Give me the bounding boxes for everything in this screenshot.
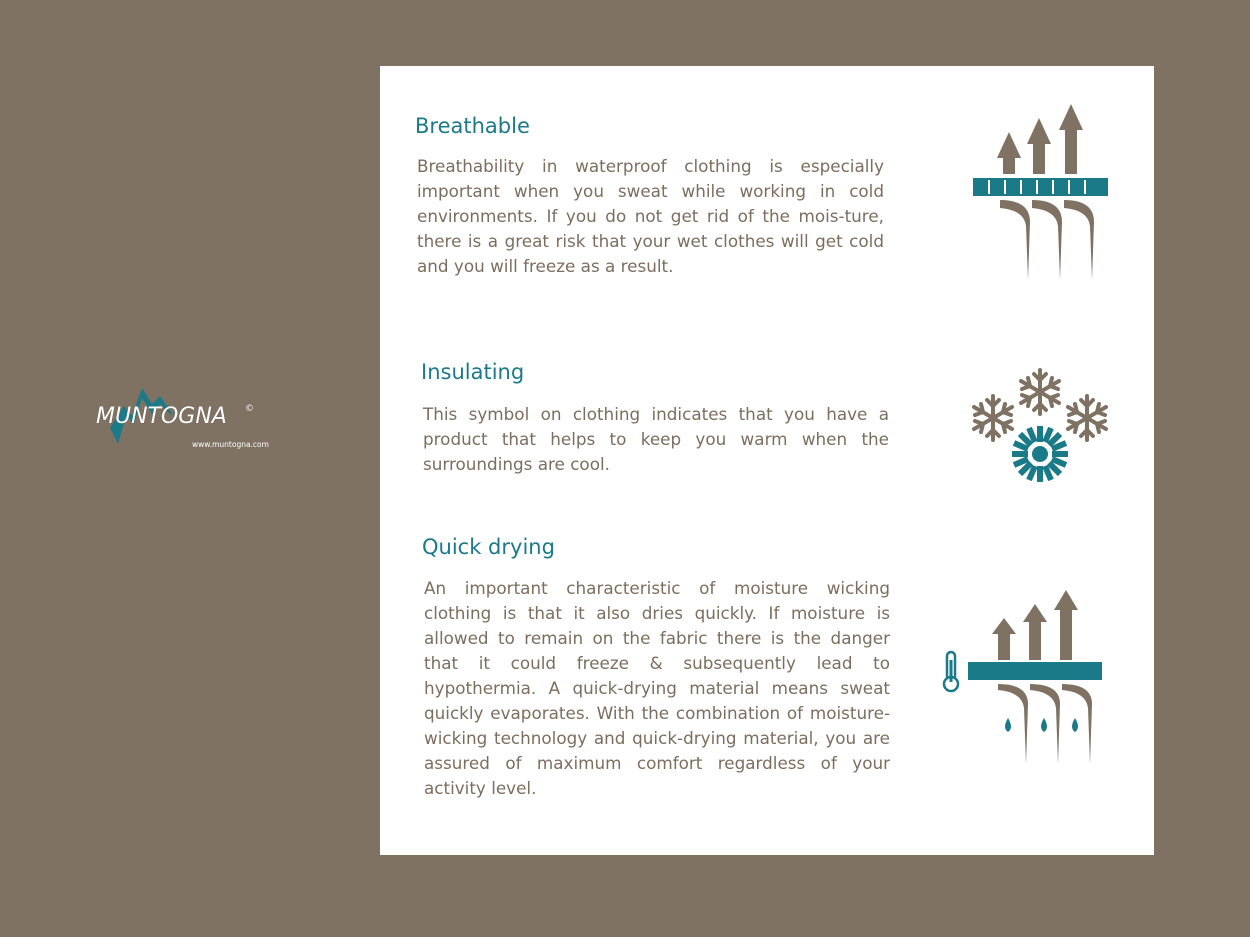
quick-drying-text: An important characteristic of moisture wicking clothing is that it also dries quickly. If moisture is allowed to remain on the fabric there is the danger that it could freeze & subsequently lead to hypothermia. A quick-drying material means sweat quickly evaporates. With the combination of moisture-wicking technology and quick-drying material, you are assured of maximum comfort regardless of your activity level.	[424, 578, 890, 798]
logo-wordmark: MUNTOGNA	[96, 404, 227, 429]
breathable-icon	[970, 102, 1110, 282]
content-panel	[380, 66, 1154, 855]
brand-logo	[90, 382, 280, 454]
logo-url: www.muntogna.com	[192, 440, 269, 449]
breathable-text: Breathability in waterproof clothing is especially important when you sweat while working in cold environments. If you do not get rid of the mois-ture, there is a great risk that your wet clothes will get cold and you will freeze as a result.	[417, 156, 884, 276]
insulating-title: Insulating	[421, 360, 525, 384]
breathable-title: Breathable	[415, 114, 530, 138]
insulating-text: This symbol on clothing indicates that you have a product that helps to keep you warm when the surroundings are cool.	[423, 404, 889, 474]
insulating-icon	[965, 362, 1115, 492]
logo-registered-mark: ©	[245, 404, 254, 414]
quick-drying-icon	[940, 586, 1110, 768]
quick-drying-title: Quick drying	[422, 535, 555, 559]
